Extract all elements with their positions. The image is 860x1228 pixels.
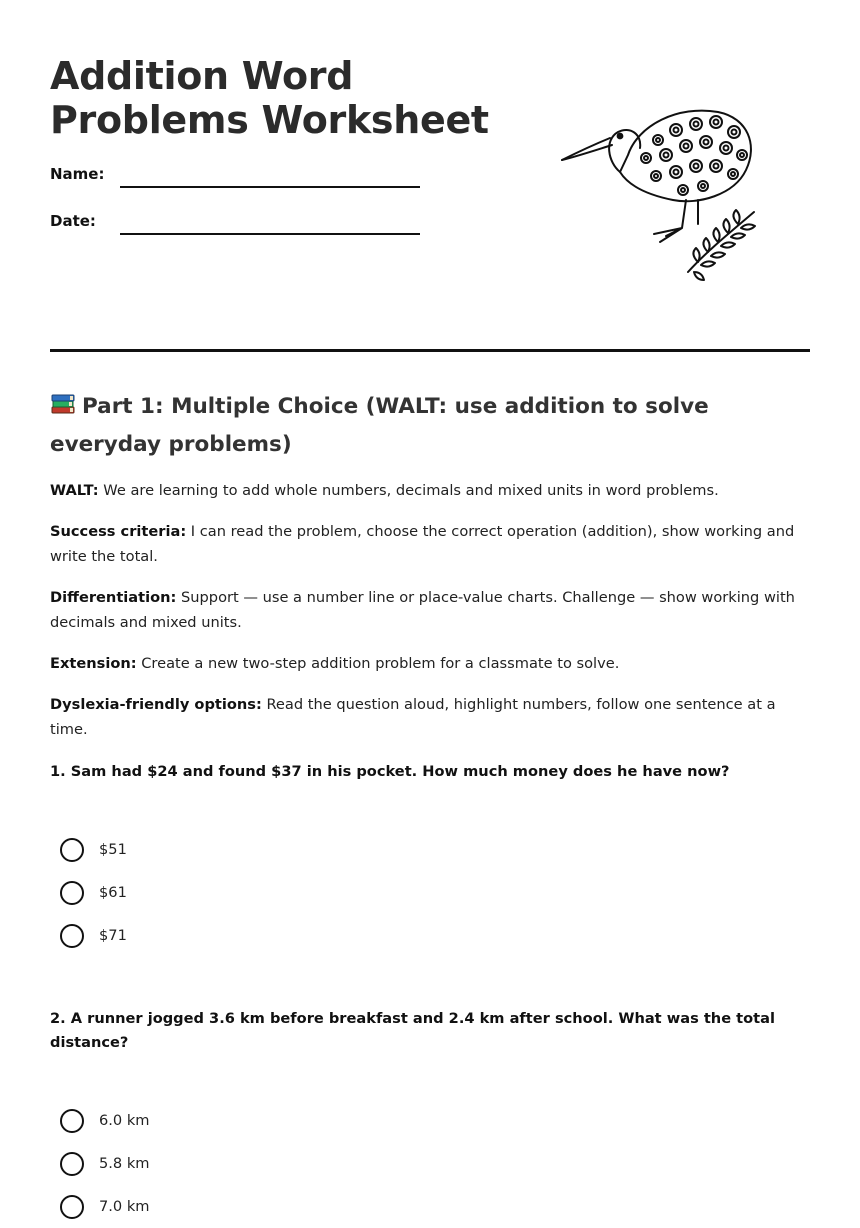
question-2 xyxy=(50,1007,810,1228)
walt-text: We are learning to add whole numbers, decimals and mixed units in word problems. xyxy=(98,482,719,499)
radio-button[interactable] xyxy=(60,1152,84,1176)
radio-button[interactable] xyxy=(60,1195,84,1219)
radio-button[interactable] xyxy=(60,838,84,862)
success-criteria-info xyxy=(50,519,810,569)
extension-info xyxy=(50,651,810,676)
answer-option[interactable] xyxy=(60,1099,810,1142)
answer-option[interactable] xyxy=(60,1142,810,1185)
name-field[interactable] xyxy=(120,172,420,188)
part1-section xyxy=(50,352,810,1228)
success-criteria-label: Success criteria: xyxy=(50,523,187,540)
radio-button[interactable] xyxy=(60,881,84,905)
page-title: Addition Word Problems Worksheet xyxy=(50,54,489,142)
date-label: Date: xyxy=(50,212,96,230)
date-field-row xyxy=(50,210,420,232)
option-label: 6.0 km xyxy=(99,1112,150,1129)
answer-option[interactable] xyxy=(60,914,810,957)
success-criteria-text: I can read the problem, choose the correct operation (addition), show working and write the total. xyxy=(50,523,795,565)
option-label: $61 xyxy=(99,884,127,901)
answer-option[interactable] xyxy=(60,1185,810,1228)
option-label: $51 xyxy=(99,841,127,858)
name-label: Name: xyxy=(50,165,105,183)
answer-options xyxy=(60,828,810,957)
answer-options xyxy=(60,1099,810,1228)
answer-option[interactable] xyxy=(60,871,810,914)
differentiation-text: Support — use a number line or place-value charts. Challenge — show working with decimals and mixed units. xyxy=(50,589,795,631)
walt-label: WALT: xyxy=(50,482,99,499)
extension-label: Extension: xyxy=(50,655,137,672)
date-field[interactable] xyxy=(120,219,420,235)
dyslexia-info xyxy=(50,692,810,742)
radio-button[interactable] xyxy=(60,924,84,948)
part1-heading xyxy=(50,388,810,464)
dyslexia-text: Read the question aloud, highlight numbers, follow one sentence at a time. xyxy=(50,696,776,738)
answer-option[interactable] xyxy=(60,828,810,871)
option-label: 5.8 km xyxy=(99,1155,150,1172)
books-icon xyxy=(50,392,76,416)
question-text: 1. Sam had $24 and found $37 in his pocket. How much money does he have now? xyxy=(50,763,730,780)
extension-text: Create a new two-step addition problem for a classmate to solve. xyxy=(136,655,620,672)
part1-heading-text: Part 1: Multiple Choice (WALT: use addition to solve everyday problems) xyxy=(50,394,709,457)
worksheet-header xyxy=(50,0,810,352)
option-label: $71 xyxy=(99,927,127,944)
question-1 xyxy=(50,760,810,957)
question-text: 2. A runner jogged 3.6 km before breakfast and 2.4 km after school. What was the total distance? xyxy=(50,1010,776,1051)
option-label: 7.0 km xyxy=(99,1198,150,1215)
radio-button[interactable] xyxy=(60,1109,84,1133)
kiwi-bird-icon xyxy=(558,100,768,285)
name-field-row xyxy=(50,163,420,185)
instructions xyxy=(50,478,810,742)
differentiation-info xyxy=(50,585,810,635)
walt-info xyxy=(50,478,810,503)
dyslexia-label: Dyslexia-friendly options: xyxy=(50,696,262,713)
differentiation-label: Differentiation: xyxy=(50,589,177,606)
